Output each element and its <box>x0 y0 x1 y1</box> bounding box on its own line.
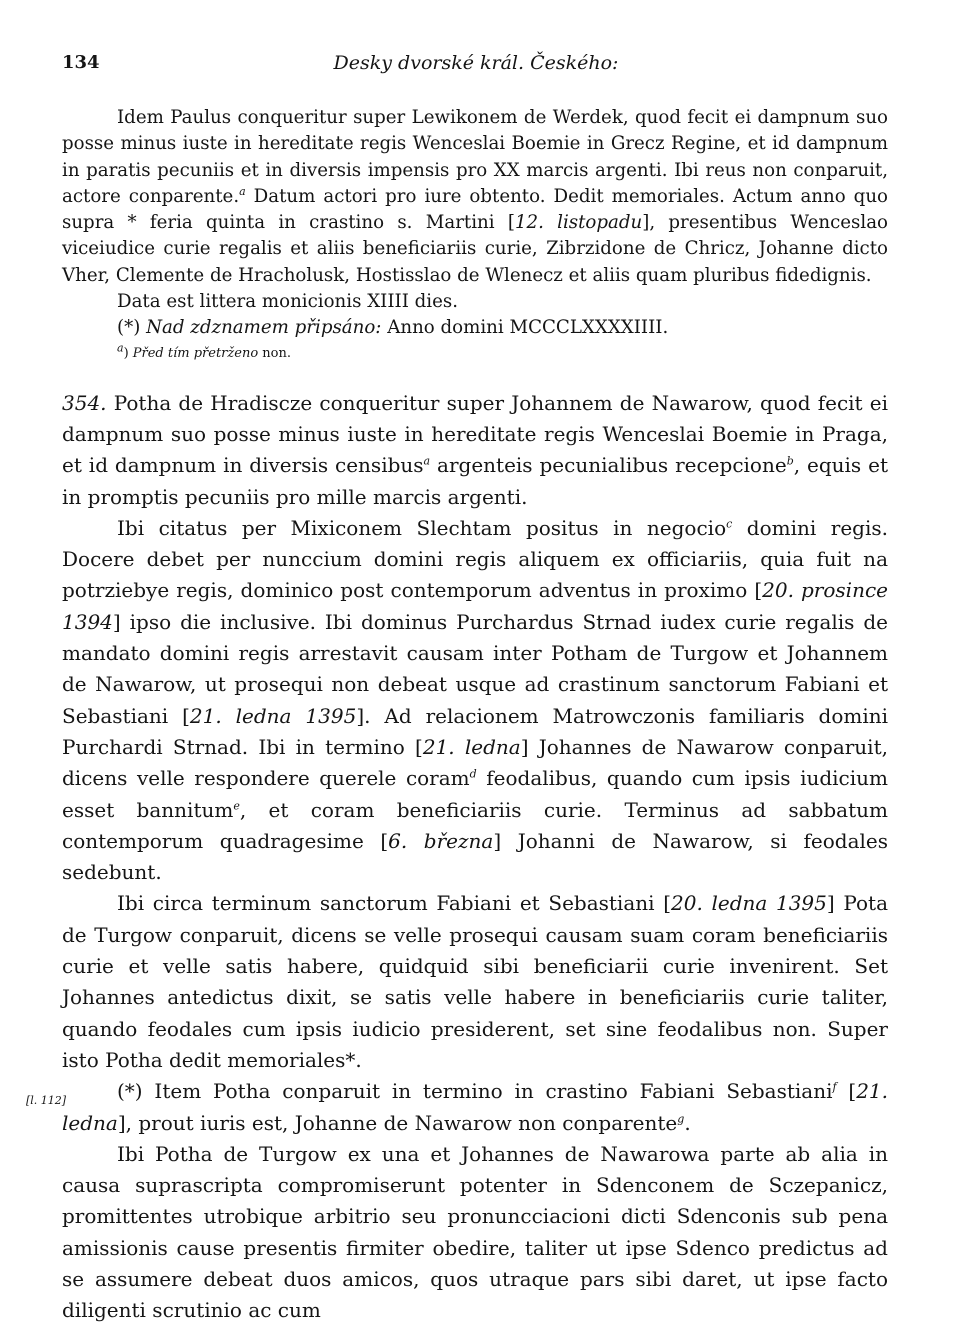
text-run: , equis et in promptis pecuniis pro mille marcis argenti. <box>62 453 888 509</box>
footnote-a-text: non. <box>258 345 291 361</box>
text-run: feodalibus, quando cum ipsis iudicium esset bannitum <box>62 766 888 822</box>
entry-354-paragraph-3 <box>62 888 888 1076</box>
text-run: ], prout iuris est, Johanne de Nawarow non conparente <box>117 1110 678 1135</box>
star-note-text: Anno domini MCCCLXXXXIIII. <box>381 317 669 339</box>
page-number: 134 <box>62 52 100 73</box>
entry-354-paragraph-1 <box>62 388 888 513</box>
text-run: ] ipso die inclusive. Ibi dominus Purchardus Strnad iudex curie regalis de mandato domini regis arrestavit causam inter Potham de Turgow et Johannem de Nawarow, ut prosequi non debeat usque ad crastinum sanctorum Fabiani et Sebastiani [ <box>62 609 888 728</box>
margin-note: [l. 112] <box>26 1094 67 1107</box>
page-body <box>62 105 888 1327</box>
star-note-prefix: (*) <box>117 317 147 339</box>
date-annotation: 6. března <box>388 828 494 853</box>
text-run: ] Pota de Turgow conparuit, dicens se velle prosequi causam suam coram beneficiariis curie et velle satis habere, quidquid sibi beneficiarii curie invenirent. Set Johannes antedictus dixit, se satis velle habere in beneficiariis curie taliter, quando feodales cum ipsis iudicio presiderent, set sine feodalibus non. Super isto Potha dedit memoriales*. <box>62 891 889 1072</box>
entry-gap <box>62 364 888 388</box>
star-note-label: Nad zdznamem připsáno: <box>146 317 382 339</box>
footnote-marker: g <box>677 1111 685 1125</box>
entry-354-p1-content <box>62 391 888 509</box>
footnote-marker: a <box>423 454 431 468</box>
entry-353-text-2: Datum actori pro iure obtento. Dedit memoriales. Actum anno quo supra * feria quinta in crastino s. Martini [ <box>62 185 888 234</box>
footnote-marker-a: a <box>239 184 246 198</box>
date-annotation: 20. ledna 1395 <box>671 891 827 916</box>
footnote-a-label: Před tím přetrženo <box>132 345 259 361</box>
entry-354 <box>62 388 888 1327</box>
running-title: Desky dvorské král. Českého: <box>333 52 619 74</box>
entry-354-paragraph-5 <box>62 1139 888 1327</box>
text-run: ]. Ad relacionem Matrowczonis familiaris domini Purchardi Strnad. Ibi in termino [ <box>62 703 888 759</box>
date-annotation: 21. ledna 1395 <box>189 703 357 728</box>
entry-353-date: 12. listopadu <box>514 212 643 234</box>
footnote-marker: e <box>233 798 240 812</box>
entry-353-text-3: ], presentibus Wenceslao viceiudice curie regalis et aliis beneficiariis curie, Zibrzidone de Chricz, Johanne dicto Vher, Clemente de Hracholusk, Hostisslao de Wlenecz et aliis quam pluribus fidedignis. <box>62 212 888 286</box>
text-run: (*) Item Potha conparuit in termino in crastino Fabiani Sebastiani <box>117 1079 833 1104</box>
date-annotation: 21. ledna <box>62 1079 888 1135</box>
footnote-a-mark: a <box>117 341 124 355</box>
text-run: Ibi circa terminum sanctorum Fabiani et Sebastiani [ <box>117 891 671 916</box>
entry-353 <box>62 105 888 364</box>
text-run: [ <box>836 1079 857 1104</box>
footnote-a: $^a$) Před tím přetrženo non. <box>117 341 291 361</box>
text-run: , et coram beneficiariis curie. Terminus ad sabbatum contemporum quadragesime [ <box>62 797 888 853</box>
page-header <box>62 52 890 82</box>
footnote-marker: d <box>469 767 477 781</box>
text-run: Potha de Hradiscze conqueritur super Johannem de Nawarow, quod fecit ei dampnum suo posse minus iuste in hereditate regis Wenceslai Boemie in Praga, et id dampnum in diversis censibus <box>62 390 888 478</box>
text-run: ] Johannes de Nawarow conparuit, dicens velle respondere querele coram <box>62 734 888 791</box>
entry-number: 354. <box>62 390 107 415</box>
entry-354-paragraph-4 <box>62 1076 888 1139</box>
entry-354-paragraph-2 <box>62 513 888 889</box>
text-run: argenteis pecunialibus recepcione <box>430 453 787 478</box>
entry-353-text-1: Idem Paulus conqueritur super Lewikonem de Werdek, quod fecit ei dampnum suo posse minus iuste in hereditate regis Wenceslai Boemie in Grecz Regine, et id dampnum in paratis pecuniis et in diversis impensis pro XX marcis argenti. Ibi reus non conparuit, actore conparente. <box>62 107 888 207</box>
footnote-marker: c <box>726 517 733 531</box>
text-run: Ibi Potha de Turgow ex una et Johannes de Nawarowa parte ab alia in causa suprascripta compromiserunt potenter in Sdenconem de Sczepanicz, promittentes utrobique arbitrio seu pronuncciacioni dicti Sdenconis sub pena amissionis cause presentis firmiter obedire, taliter ut ipse Sdenco predictus ad se assumere debeat duos amicos, quos utraque pars sibi daret, ut ipse facto diligenti scrutinio ac cum <box>62 1141 888 1323</box>
date-annotation: 20. prosince 1394 <box>62 578 888 634</box>
text-run: Ibi citatus per Mixiconem Slechtam positus in negocio <box>117 515 727 540</box>
text-run: . <box>684 1110 691 1135</box>
star-note <box>62 315 888 341</box>
entry-353-paragraph <box>62 105 888 289</box>
text-run: ] Johanni de Nawarow, si feodales sedebunt. <box>62 828 888 885</box>
footnote-marker: b <box>786 454 794 468</box>
data-line: Data est littera monicionis XIIII dies. <box>117 291 459 313</box>
footnote-marker: f <box>832 1080 837 1094</box>
text-run: domini regis. Docere debet per nunccium domini regis aliquem ex officiariis, quia fuit na potrziebye regis, dominico post contemporum adventus in proximo [ <box>62 515 888 603</box>
date-annotation: 21. ledna <box>422 734 521 759</box>
